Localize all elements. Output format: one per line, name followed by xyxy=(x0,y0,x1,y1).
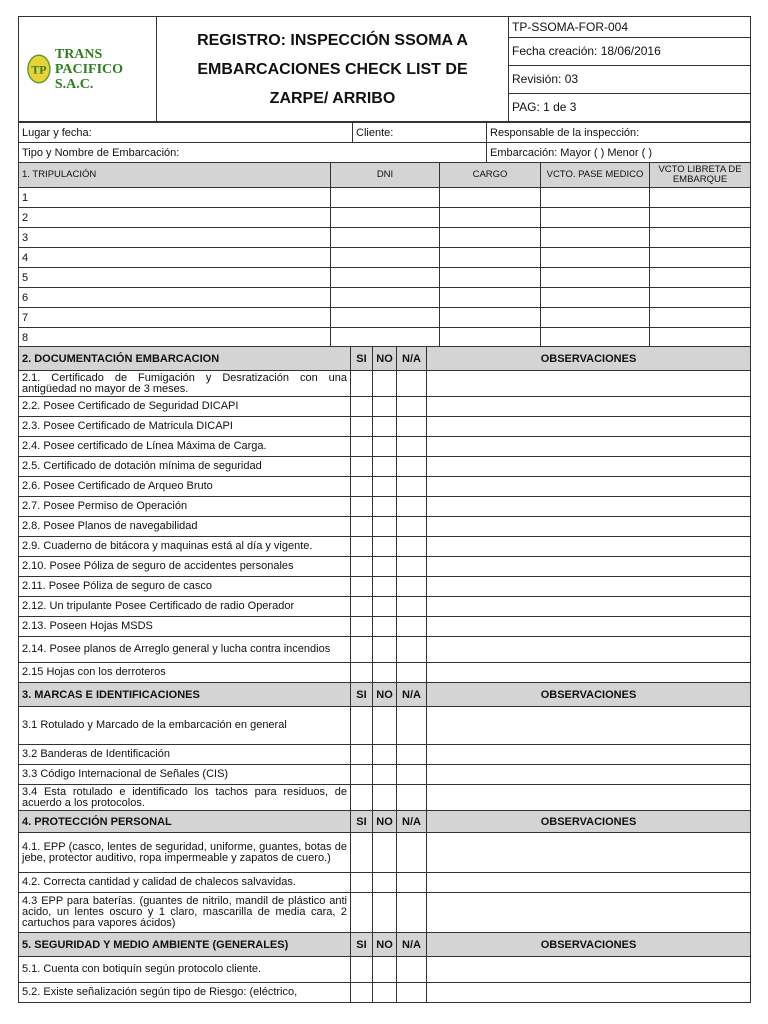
checklist-item-row xyxy=(19,557,751,577)
observations-field[interactable] xyxy=(427,983,751,1003)
crew-vcto-libreta-cell[interactable] xyxy=(650,188,751,208)
observations-field[interactable] xyxy=(427,397,751,417)
no-checkbox[interactable] xyxy=(373,417,397,437)
checklist-item-row xyxy=(19,873,751,893)
crew-row-number[interactable]: 1 xyxy=(19,188,331,208)
crew-vcto-pase-cell[interactable] xyxy=(541,268,650,288)
no-checkbox[interactable] xyxy=(373,663,397,683)
no-checkbox[interactable] xyxy=(373,557,397,577)
na-checkbox[interactable] xyxy=(397,371,427,397)
no-checkbox[interactable] xyxy=(373,707,397,745)
crew-table xyxy=(18,162,751,348)
checklist-item-row xyxy=(19,597,751,617)
crew-vcto-libreta-cell[interactable] xyxy=(650,208,751,228)
na-checkbox[interactable] xyxy=(397,617,427,637)
logo-cell xyxy=(19,17,157,122)
si-checkbox[interactable] xyxy=(351,477,373,497)
checklist-item-row xyxy=(19,765,751,785)
no-header: NO xyxy=(373,933,397,957)
si-checkbox[interactable] xyxy=(351,765,373,785)
no-checkbox[interactable] xyxy=(373,597,397,617)
no-header: NO xyxy=(373,347,397,371)
responsible-field[interactable]: Responsable de la inspección: xyxy=(487,123,751,143)
checklist-table xyxy=(18,346,751,1003)
crew-dni-cell[interactable] xyxy=(331,188,440,208)
na-checkbox[interactable] xyxy=(397,873,427,893)
crew-row xyxy=(19,248,751,268)
no-checkbox[interactable] xyxy=(373,785,397,811)
no-checkbox[interactable] xyxy=(373,893,397,933)
no-checkbox[interactable] xyxy=(373,457,397,477)
observations-field[interactable] xyxy=(427,893,751,933)
crew-row xyxy=(19,228,751,248)
checklist-item-label: 3.2 Banderas de Identificación xyxy=(19,745,351,765)
crew-vcto-pase-cell[interactable] xyxy=(541,228,650,248)
checklist-item-label: 4.2. Correcta cantidad y calidad de chalecos salvavidas. xyxy=(19,873,351,893)
sec5-header-row xyxy=(19,933,751,957)
checklist-item-label: 2.10. Posee Póliza de seguro de accidentes personales xyxy=(19,557,351,577)
revision: Revisión: 03 xyxy=(509,65,751,93)
si-checkbox[interactable] xyxy=(351,617,373,637)
si-checkbox[interactable] xyxy=(351,397,373,417)
no-checkbox[interactable] xyxy=(373,745,397,765)
no-header: NO xyxy=(373,683,397,707)
checklist-item-label: 2.2. Posee Certificado de Seguridad DICAPI xyxy=(19,397,351,417)
crew-row-number[interactable]: 8 xyxy=(19,328,331,348)
na-checkbox[interactable] xyxy=(397,437,427,457)
crew-row xyxy=(19,288,751,308)
no-checkbox[interactable] xyxy=(373,517,397,537)
observations-field[interactable] xyxy=(427,617,751,637)
info-table xyxy=(18,122,751,163)
crew-dni-header: DNI xyxy=(331,163,440,188)
no-checkbox[interactable] xyxy=(373,577,397,597)
sec3-header-row xyxy=(19,683,751,707)
section-title: 5. SEGURIDAD Y MEDIO AMBIENTE (GENERALES) xyxy=(19,933,351,957)
si-checkbox[interactable] xyxy=(351,371,373,397)
observations-header: OBSERVACIONES xyxy=(427,933,751,957)
observations-field[interactable] xyxy=(427,765,751,785)
na-checkbox[interactable] xyxy=(397,417,427,437)
na-checkbox[interactable] xyxy=(397,597,427,617)
crew-row xyxy=(19,308,751,328)
crew-vcto-libreta-cell[interactable] xyxy=(650,328,751,348)
document-title: REGISTRO: INSPECCIÓN SSOMA A EMBARCACIONES CHECK LIST DE ZARPE/ ARRIBO xyxy=(157,17,509,122)
crew-dni-cell[interactable] xyxy=(331,228,440,248)
sec4-header-row xyxy=(19,811,751,833)
checklist-item-row xyxy=(19,617,751,637)
si-checkbox[interactable] xyxy=(351,437,373,457)
checklist-item-row xyxy=(19,957,751,983)
na-checkbox[interactable] xyxy=(397,537,427,557)
observations-field[interactable] xyxy=(427,637,751,663)
crew-vcto-pase-cell[interactable] xyxy=(541,308,650,328)
crew-row xyxy=(19,208,751,228)
crew-cargo-cell[interactable] xyxy=(440,208,541,228)
crew-title: 1. TRIPULACIÓN xyxy=(19,163,331,188)
na-checkbox[interactable] xyxy=(397,577,427,597)
crew-vcto-libreta-header: VCTO LIBRETA DE EMBARQUE xyxy=(650,163,751,188)
place-date-field[interactable]: Lugar y fecha: xyxy=(19,123,353,143)
no-checkbox[interactable] xyxy=(373,873,397,893)
checklist-item-row xyxy=(19,833,751,873)
observations-field[interactable] xyxy=(427,577,751,597)
crew-dni-cell[interactable] xyxy=(331,268,440,288)
crew-vcto-libreta-cell[interactable] xyxy=(650,248,751,268)
observations-field[interactable] xyxy=(427,417,751,437)
si-checkbox[interactable] xyxy=(351,537,373,557)
na-checkbox[interactable] xyxy=(397,983,427,1003)
checklist-item-row xyxy=(19,477,751,497)
observations-field[interactable] xyxy=(427,437,751,457)
na-checkbox[interactable] xyxy=(397,557,427,577)
no-header: NO xyxy=(373,811,397,833)
checklist-item-label: 5.2. Existe señalización según tipo de Riesgo: (eléctrico, xyxy=(19,983,351,1003)
crew-dni-cell[interactable] xyxy=(331,288,440,308)
vessel-type-field[interactable]: Embarcación: Mayor ( ) Menor ( ) xyxy=(487,143,751,163)
observations-field[interactable] xyxy=(427,785,751,811)
page-number: PAG: 1 de 3 xyxy=(509,93,751,121)
checklist-item-label: 4.1. EPP (casco, lentes de seguridad, uniforme, guantes, botas de jebe, protector auditivo, ropa impermeable y zapatos de cuero.) xyxy=(19,833,351,873)
crew-row-number[interactable]: 2 xyxy=(19,208,331,228)
na-checkbox[interactable] xyxy=(397,833,427,873)
crew-row-number[interactable]: 7 xyxy=(19,308,331,328)
observations-field[interactable] xyxy=(427,371,751,397)
company-logo-icon xyxy=(27,53,51,85)
crew-vcto-libreta-cell[interactable] xyxy=(650,308,751,328)
crew-row-number[interactable]: 4 xyxy=(19,248,331,268)
sec2-header-row xyxy=(19,347,751,371)
crew-row xyxy=(19,328,751,348)
checklist-item-row xyxy=(19,457,751,477)
si-header: SI xyxy=(351,933,373,957)
si-checkbox[interactable] xyxy=(351,785,373,811)
no-checkbox[interactable] xyxy=(373,637,397,663)
na-checkbox[interactable] xyxy=(397,957,427,983)
na-header: N/A xyxy=(397,683,427,707)
observations-header: OBSERVACIONES xyxy=(427,811,751,833)
crew-vcto-pase-cell[interactable] xyxy=(541,288,650,308)
checklist-item-row xyxy=(19,577,751,597)
crew-cargo-cell[interactable] xyxy=(440,248,541,268)
checklist-item-row xyxy=(19,497,751,517)
na-checkbox[interactable] xyxy=(397,637,427,663)
crew-row-number[interactable]: 3 xyxy=(19,228,331,248)
observations-field[interactable] xyxy=(427,477,751,497)
na-checkbox[interactable] xyxy=(397,745,427,765)
header-table xyxy=(18,16,751,122)
checklist-item-row xyxy=(19,371,751,397)
checklist-item-label: 2.5. Certificado de dotación mínima de seguridad xyxy=(19,457,351,477)
na-header: N/A xyxy=(397,933,427,957)
crew-vcto-pase-header: VCTO. PASE MEDICO xyxy=(541,163,650,188)
checklist-item-label: 2.6. Posee Certificado de Arqueo Bruto xyxy=(19,477,351,497)
checklist-item-label: 2.1. Certificado de Fumigación y Desratización con una antigüedad no mayor de 3 meses. xyxy=(19,371,351,397)
checklist-item-label: 2.8. Posee Planos de navegabilidad xyxy=(19,517,351,537)
crew-dni-cell[interactable] xyxy=(331,208,440,228)
crew-dni-cell[interactable] xyxy=(331,248,440,268)
checklist-item-row xyxy=(19,707,751,745)
document-code: TP-SSOMA-FOR-004 xyxy=(509,17,751,38)
observations-field[interactable] xyxy=(427,537,751,557)
na-checkbox[interactable] xyxy=(397,785,427,811)
crew-vcto-libreta-cell[interactable] xyxy=(650,228,751,248)
na-header: N/A xyxy=(397,347,427,371)
no-checkbox[interactable] xyxy=(373,983,397,1003)
checklist-item-label: 2.9. Cuaderno de bitácora y maquinas está al día y vigente. xyxy=(19,537,351,557)
no-checkbox[interactable] xyxy=(373,957,397,983)
na-checkbox[interactable] xyxy=(397,397,427,417)
checklist-item-label: 2.4. Posee certificado de Línea Máxima de Carga. xyxy=(19,437,351,457)
observations-field[interactable] xyxy=(427,597,751,617)
crew-dni-cell[interactable] xyxy=(331,328,440,348)
section-title: 2. DOCUMENTACIÓN EMBARCACION xyxy=(19,347,351,371)
section-title: 4. PROTECCIÓN PERSONAL xyxy=(19,811,351,833)
crew-vcto-pase-cell[interactable] xyxy=(541,188,650,208)
observations-header: OBSERVACIONES xyxy=(427,683,751,707)
na-checkbox[interactable] xyxy=(397,517,427,537)
checklist-item-row xyxy=(19,663,751,683)
na-checkbox[interactable] xyxy=(397,457,427,477)
no-checkbox[interactable] xyxy=(373,397,397,417)
checklist-item-label: 4.3 EPP para baterías. (guantes de nitrilo, mandil de plástico anti acido, un lentes oscuro y 1 claro, mascarilla de media cara, 2 cartuchos para vapores ácidos) xyxy=(19,893,351,933)
checklist-item-row xyxy=(19,437,751,457)
vessel-name-field[interactable]: Tipo y Nombre de Embarcación: xyxy=(19,143,487,163)
checklist-item-label: 2.14. Posee planos de Arreglo general y lucha contra incendios xyxy=(19,637,351,663)
si-checkbox[interactable] xyxy=(351,873,373,893)
checklist-item-row xyxy=(19,745,751,765)
crew-cargo-cell[interactable] xyxy=(440,328,541,348)
crew-vcto-libreta-cell[interactable] xyxy=(650,268,751,288)
client-field[interactable]: Cliente: xyxy=(353,123,487,143)
si-checkbox[interactable] xyxy=(351,957,373,983)
no-checkbox[interactable] xyxy=(373,437,397,457)
checklist-item-label: 5.1. Cuenta con botiquín según protocolo cliente. xyxy=(19,957,351,983)
si-checkbox[interactable] xyxy=(351,577,373,597)
no-checkbox[interactable] xyxy=(373,497,397,517)
observations-field[interactable] xyxy=(427,457,751,477)
checklist-item-label: 2.11. Posee Póliza de seguro de casco xyxy=(19,577,351,597)
crew-vcto-libreta-cell[interactable] xyxy=(650,288,751,308)
observations-header: OBSERVACIONES xyxy=(427,347,751,371)
si-checkbox[interactable] xyxy=(351,983,373,1003)
checklist-item-label: 2.3. Posee Certificado de Matricula DICAPI xyxy=(19,417,351,437)
checklist-item-row xyxy=(19,983,751,1003)
company-name-line2: PACIFICO S.A.C. xyxy=(54,61,124,92)
observations-field[interactable] xyxy=(427,745,751,765)
si-checkbox[interactable] xyxy=(351,745,373,765)
si-header: SI xyxy=(351,347,373,371)
checklist-item-label: 2.15 Hojas con los derroteros xyxy=(19,663,351,683)
checklist-item-label: 3.1 Rotulado y Marcado de la embarcación en general xyxy=(19,707,351,745)
checklist-item-row xyxy=(19,397,751,417)
si-checkbox[interactable] xyxy=(351,497,373,517)
crew-cargo-cell[interactable] xyxy=(440,268,541,288)
na-header: N/A xyxy=(397,811,427,833)
si-header: SI xyxy=(351,683,373,707)
checklist-item-label: 2.7. Posee Permiso de Operación xyxy=(19,497,351,517)
checklist-item-row xyxy=(19,537,751,557)
company-name-line1: TRANS xyxy=(54,46,103,62)
na-checkbox[interactable] xyxy=(397,663,427,683)
crew-cargo-cell[interactable] xyxy=(440,188,541,208)
observations-field[interactable] xyxy=(427,517,751,537)
checklist-item-row xyxy=(19,517,751,537)
crew-row xyxy=(19,268,751,288)
observations-field[interactable] xyxy=(427,497,751,517)
section-title: 3. MARCAS E IDENTIFICACIONES xyxy=(19,683,351,707)
no-checkbox[interactable] xyxy=(373,833,397,873)
no-checkbox[interactable] xyxy=(373,477,397,497)
checklist-item-row xyxy=(19,785,751,811)
no-checkbox[interactable] xyxy=(373,765,397,785)
observations-field[interactable] xyxy=(427,957,751,983)
observations-field[interactable] xyxy=(427,663,751,683)
no-checkbox[interactable] xyxy=(373,371,397,397)
crew-vcto-pase-cell[interactable] xyxy=(541,248,650,268)
crew-dni-cell[interactable] xyxy=(331,308,440,328)
checklist-item-row xyxy=(19,637,751,663)
na-checkbox[interactable] xyxy=(397,497,427,517)
checklist-item-label: 3.4 Esta rotulado e identificado los tachos para residuos, de acuerdo a los protocolos. xyxy=(19,785,351,811)
crew-cargo-cell[interactable] xyxy=(440,228,541,248)
na-checkbox[interactable] xyxy=(397,477,427,497)
si-header: SI xyxy=(351,811,373,833)
si-checkbox[interactable] xyxy=(351,417,373,437)
si-checkbox[interactable] xyxy=(351,637,373,663)
checklist-item-label: 2.12. Un tripulante Posee Certificado de radio Operador xyxy=(19,597,351,617)
checklist-item-row xyxy=(19,893,751,933)
checklist-item-label: 2.13. Poseen Hojas MSDS xyxy=(19,617,351,637)
observations-field[interactable] xyxy=(427,557,751,577)
crew-row-number[interactable]: 5 xyxy=(19,268,331,288)
crew-vcto-pase-cell[interactable] xyxy=(541,328,650,348)
logo-letters: TP xyxy=(31,62,47,77)
checklist-item-row xyxy=(19,417,751,437)
observations-field[interactable] xyxy=(427,873,751,893)
crew-cargo-cell[interactable] xyxy=(440,288,541,308)
no-checkbox[interactable] xyxy=(373,617,397,637)
no-checkbox[interactable] xyxy=(373,537,397,557)
na-checkbox[interactable] xyxy=(397,765,427,785)
si-checkbox[interactable] xyxy=(351,893,373,933)
si-checkbox[interactable] xyxy=(351,707,373,745)
creation-date: Fecha creación: 18/06/2016 xyxy=(509,38,751,66)
observations-field[interactable] xyxy=(427,833,751,873)
crew-cargo-cell[interactable] xyxy=(440,308,541,328)
observations-field[interactable] xyxy=(427,707,751,745)
crew-row xyxy=(19,188,751,208)
si-checkbox[interactable] xyxy=(351,457,373,477)
si-checkbox[interactable] xyxy=(351,517,373,537)
si-checkbox[interactable] xyxy=(351,597,373,617)
crew-vcto-pase-cell[interactable] xyxy=(541,208,650,228)
na-checkbox[interactable] xyxy=(397,707,427,745)
si-checkbox[interactable] xyxy=(351,833,373,873)
checklist-item-label: 3.3 Código Internacional de Señales (CIS) xyxy=(19,765,351,785)
si-checkbox[interactable] xyxy=(351,663,373,683)
crew-cargo-header: CARGO xyxy=(440,163,541,188)
na-checkbox[interactable] xyxy=(397,893,427,933)
crew-row-number[interactable]: 6 xyxy=(19,288,331,308)
si-checkbox[interactable] xyxy=(351,557,373,577)
